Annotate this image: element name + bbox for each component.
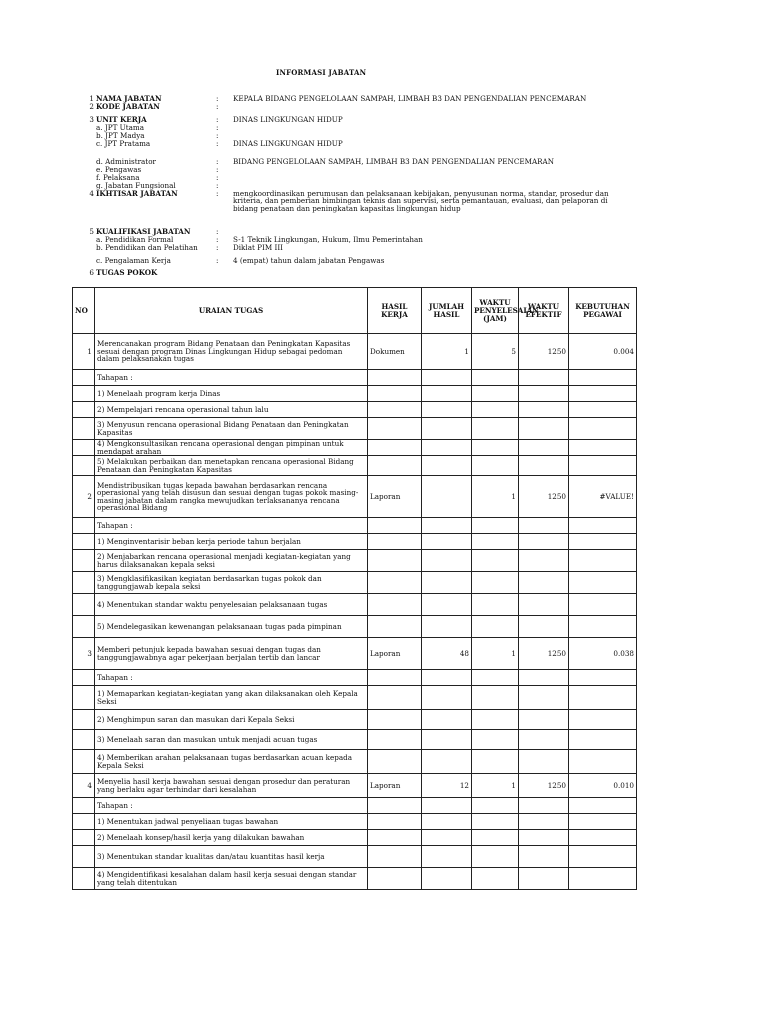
empty-cell (368, 386, 422, 402)
tahapan-label: Tahapan : (95, 670, 368, 686)
empty-cell (569, 730, 637, 750)
info-value: BIDANG PENGELOLAAN SAMPAH, LIMBAH B3 DAN PENGENDALIAN PENCEMARAN (233, 157, 555, 166)
empty-cell (73, 616, 95, 638)
info-colon: : (216, 256, 219, 265)
empty-cell (569, 440, 637, 456)
empty-cell (73, 534, 95, 550)
empty-cell (569, 386, 637, 402)
info-value: DINAS LINGKUNGAN HIDUP (233, 139, 343, 148)
waktu-penyelesaian-cell: 1 (472, 476, 519, 518)
step-description: 3) Menentukan standar kualitas dan/atau kuantitas hasil kerja (95, 846, 368, 868)
info-label: g. Jabatan Fungsional (96, 181, 176, 190)
task-description: Menyelia hasil kerja bawahan sesuai dengan prosedur dan peraturan yang berlaku agar terhindar dari kesalahan (95, 774, 368, 798)
empty-cell (73, 830, 95, 846)
empty-cell (519, 370, 569, 386)
empty-cell (73, 386, 95, 402)
empty-cell (569, 456, 637, 476)
info-colon: : (216, 173, 219, 182)
empty-cell (519, 686, 569, 710)
step-description: 5) Melakukan perbaikan dan menetapkan rencana operasional Bidang Penataan dan Peningkatan Kapasitas (95, 456, 368, 476)
empty-cell (368, 846, 422, 868)
info-colon: : (216, 94, 219, 103)
step-row (73, 814, 637, 830)
empty-cell (569, 798, 637, 814)
empty-cell (569, 572, 637, 594)
step-description: 4) Mengidentifikasi kesalahan dalam hasil kerja sesuai dengan standar yang telah ditentukan (95, 868, 368, 890)
empty-cell (569, 868, 637, 890)
step-row (73, 868, 637, 890)
empty-cell (472, 670, 519, 686)
step-row (73, 846, 637, 868)
info-colon: : (216, 181, 219, 190)
empty-cell (472, 370, 519, 386)
waktu-penyelesaian-cell: 5 (472, 334, 519, 370)
empty-cell (569, 846, 637, 868)
empty-cell (73, 370, 95, 386)
info-label: KUALIFIKASI JABATAN (96, 227, 191, 236)
table-header-row (73, 288, 637, 334)
empty-cell (368, 594, 422, 616)
info-label: b. Pendidikan dan Pelatihan (96, 243, 198, 252)
empty-cell (368, 518, 422, 534)
empty-cell (422, 798, 472, 814)
task-row (73, 334, 637, 370)
empty-cell (368, 710, 422, 730)
jumlah-hasil-cell: 12 (422, 774, 472, 798)
header-kebutuhan-pegawai: KEBUTUHAN PEGAWAI (569, 288, 637, 334)
empty-cell (368, 686, 422, 710)
empty-cell (519, 730, 569, 750)
step-description: 5) Mendelegasikan kewenangan pelaksanaan tugas pada pimpinan (95, 616, 368, 638)
empty-cell (472, 418, 519, 440)
empty-cell (422, 868, 472, 890)
empty-cell (73, 572, 95, 594)
task-row (73, 774, 637, 798)
empty-cell (519, 814, 569, 830)
jumlah-hasil-cell: 1 (422, 334, 472, 370)
empty-cell (368, 534, 422, 550)
step-description: 2) Menjabarkan rencana operasional menjadi kegiatan-kegiatan yang harus dilaksanakan kepala seksi (95, 550, 368, 572)
step-row (73, 686, 637, 710)
empty-cell (569, 710, 637, 730)
empty-cell (472, 750, 519, 774)
kebutuhan-pegawai-cell: #VALUE! (569, 476, 637, 518)
header-no: NO (73, 288, 95, 334)
info-number: 3 (89, 115, 94, 124)
empty-cell (368, 670, 422, 686)
step-row (73, 710, 637, 730)
tahapan-label: Tahapan : (95, 370, 368, 386)
empty-cell (472, 686, 519, 710)
empty-cell (368, 830, 422, 846)
info-value: 4 (empat) tahun dalam jabatan Pengawas (233, 256, 385, 265)
info-colon: : (216, 102, 219, 111)
empty-cell (519, 846, 569, 868)
tahapan-row (73, 798, 637, 814)
waktu-efektif-cell: 1250 (519, 334, 569, 370)
task-number: 4 (73, 774, 95, 798)
empty-cell (569, 686, 637, 710)
empty-cell (422, 730, 472, 750)
step-description: 4) Menentukan standar waktu penyelesaian pelaksanaan tugas (95, 594, 368, 616)
empty-cell (368, 730, 422, 750)
step-description: 2) Menelaah konsep/hasil kerja yang dilakukan bawahan (95, 830, 368, 846)
info-number: 1 (89, 94, 94, 103)
empty-cell (368, 616, 422, 638)
task-number: 3 (73, 638, 95, 670)
info-value: KEPALA BIDANG PENGELOLAAN SAMPAH, LIMBAH B3 DAN PENGENDALIAN PENCEMARAN (233, 94, 587, 103)
empty-cell (519, 440, 569, 456)
info-colon: : (216, 115, 219, 124)
step-row (73, 730, 637, 750)
empty-cell (368, 550, 422, 572)
empty-cell (73, 814, 95, 830)
step-row (73, 616, 637, 638)
tahapan-row (73, 518, 637, 534)
step-row (73, 456, 637, 476)
step-row (73, 386, 637, 402)
empty-cell (73, 670, 95, 686)
info-colon: : (216, 227, 219, 236)
empty-cell (73, 418, 95, 440)
step-row (73, 440, 637, 456)
task-description: Mendistribusikan tugas kepada bawahan berdasarkan rencana operasional yang telah disusun dan sesuai dengan tugas pokok masing-masing jabatan dalam rangka mewujudkan terlaksananya rencana operasional Bidang (95, 476, 368, 518)
empty-cell (569, 830, 637, 846)
step-description: 4) Memberikan arahan pelaksanaan tugas berdasarkan acuan kepada Kepala Seksi (95, 750, 368, 774)
empty-cell (569, 418, 637, 440)
empty-cell (472, 616, 519, 638)
empty-cell (519, 710, 569, 730)
empty-cell (472, 868, 519, 890)
empty-cell (73, 550, 95, 572)
info-label: TUGAS POKOK (96, 268, 158, 277)
empty-cell (422, 846, 472, 868)
info-label: UNIT KERJA (96, 115, 147, 124)
info-label: IKHTISAR JABATAN (96, 189, 178, 198)
step-description: 1) Menginventarisir beban kerja periode tahun berjalan (95, 534, 368, 550)
empty-cell (519, 456, 569, 476)
empty-cell (422, 710, 472, 730)
empty-cell (519, 386, 569, 402)
empty-cell (422, 418, 472, 440)
empty-cell (472, 830, 519, 846)
waktu-penyelesaian-cell: 1 (472, 638, 519, 670)
empty-cell (73, 518, 95, 534)
empty-cell (368, 750, 422, 774)
empty-cell (472, 572, 519, 594)
empty-cell (569, 670, 637, 686)
info-number: 2 (89, 102, 94, 111)
empty-cell (519, 616, 569, 638)
step-description: 1) Menelaah program kerja Dinas (95, 386, 368, 402)
empty-cell (422, 534, 472, 550)
step-row (73, 402, 637, 418)
empty-cell (519, 594, 569, 616)
empty-cell (368, 572, 422, 594)
empty-cell (472, 710, 519, 730)
step-description: 2) Menghimpun saran dan masukan dari Kepala Seksi (95, 710, 368, 730)
empty-cell (422, 814, 472, 830)
empty-cell (422, 670, 472, 686)
step-row (73, 572, 637, 594)
tahapan-label: Tahapan : (95, 798, 368, 814)
empty-cell (368, 418, 422, 440)
info-number: 4 (89, 189, 94, 198)
info-label: c. Pengalaman Kerja (96, 256, 171, 265)
document-title: INFORMASI JABATAN (276, 68, 367, 77)
kebutuhan-pegawai-cell: 0.038 (569, 638, 637, 670)
empty-cell (73, 594, 95, 616)
empty-cell (519, 418, 569, 440)
empty-cell (569, 370, 637, 386)
task-number: 1 (73, 334, 95, 370)
empty-cell (519, 750, 569, 774)
empty-cell (368, 868, 422, 890)
step-row (73, 534, 637, 550)
empty-cell (422, 518, 472, 534)
tahapan-label: Tahapan : (95, 518, 368, 534)
empty-cell (519, 518, 569, 534)
step-description: 2) Mempelajari rencana operasional tahun lalu (95, 402, 368, 418)
empty-cell (73, 402, 95, 418)
waktu-efektif-cell: 1250 (519, 774, 569, 798)
info-label: a. JPT Utama (96, 123, 144, 132)
empty-cell (422, 370, 472, 386)
step-row (73, 594, 637, 616)
empty-cell (569, 518, 637, 534)
info-label: e. Pengawas (96, 165, 142, 174)
empty-cell (569, 402, 637, 418)
empty-cell (472, 534, 519, 550)
header-waktu-efektif: WAKTU EFEKTIF (519, 288, 569, 334)
empty-cell (422, 750, 472, 774)
info-number: 6 (89, 268, 94, 277)
waktu-efektif-cell: 1250 (519, 638, 569, 670)
step-row (73, 750, 637, 774)
step-description: 3) Menyusun rencana operasional Bidang Penataan dan Peningkatan Kapasitas (95, 418, 368, 440)
info-label: d. Administrator (96, 157, 156, 166)
tahapan-row (73, 370, 637, 386)
hasil-kerja-cell: Laporan (368, 774, 422, 798)
empty-cell (472, 730, 519, 750)
empty-cell (472, 594, 519, 616)
empty-cell (472, 814, 519, 830)
empty-cell (73, 440, 95, 456)
step-description: 1) Memaparkan kegiatan-kegiatan yang akan dilaksanakan oleh Kepala Seksi (95, 686, 368, 710)
empty-cell (422, 686, 472, 710)
ikhtisar-description: mengkoordinasikan perumusan dan pelaksanaan kebijakan, penyusunan norma, standar, prosedur dan kriteria, dan pemberian bimbingan teknis dan supervisi, serta pemantauan, evaluasi, dan pelaporan di bidang penataan dan peningkatan kapasitas lingkungan hidup (233, 189, 609, 213)
info-label: NAMA JABATAN (96, 94, 162, 103)
task-description: Memberi petunjuk kepada bawahan sesuai dengan tugas dan tanggungjawabnya agar pekerjaan berjalan tertib dan lancar (95, 638, 368, 670)
empty-cell (368, 440, 422, 456)
header-jumlah-hasil: JUMLAH HASIL (422, 288, 472, 334)
empty-cell (422, 440, 472, 456)
waktu-penyelesaian-cell: 1 (472, 774, 519, 798)
hasil-kerja-cell: Laporan (368, 476, 422, 518)
step-description: 1) Menentukan jadwal penyeliaan tugas bawahan (95, 814, 368, 830)
info-colon: : (216, 243, 219, 252)
empty-cell (519, 798, 569, 814)
step-description: 3) Mengklasifikasikan kegiatan berdasarkan tugas pokok dan tanggungjawab kepala seksi (95, 572, 368, 594)
info-colon: : (216, 165, 219, 174)
empty-cell (472, 402, 519, 418)
empty-cell (73, 798, 95, 814)
header-uraian-tugas: URAIAN TUGAS (95, 288, 368, 334)
task-number: 2 (73, 476, 95, 518)
empty-cell (422, 594, 472, 616)
empty-cell (472, 386, 519, 402)
empty-cell (422, 456, 472, 476)
empty-cell (73, 750, 95, 774)
empty-cell (422, 550, 472, 572)
empty-cell (569, 550, 637, 572)
empty-cell (472, 798, 519, 814)
kebutuhan-pegawai-cell: 0.010 (569, 774, 637, 798)
info-colon: : (216, 189, 219, 198)
empty-cell (569, 750, 637, 774)
empty-cell (73, 846, 95, 868)
empty-cell (422, 830, 472, 846)
empty-cell (519, 402, 569, 418)
step-description: 4) Mengkonsultasikan rencana operasional dengan pimpinan untuk mendapat arahan (95, 440, 368, 456)
tahapan-row (73, 670, 637, 686)
info-label: c. JPT Pratama (96, 139, 151, 148)
hasil-kerja-cell: Dokumen (368, 334, 422, 370)
info-label: b. JPT Madya (96, 131, 145, 140)
empty-cell (422, 402, 472, 418)
empty-cell (519, 868, 569, 890)
step-row (73, 830, 637, 846)
info-colon: : (216, 235, 219, 244)
empty-cell (519, 572, 569, 594)
empty-cell (472, 518, 519, 534)
empty-cell (368, 814, 422, 830)
empty-cell (472, 440, 519, 456)
empty-cell (73, 730, 95, 750)
empty-cell (519, 550, 569, 572)
empty-cell (73, 868, 95, 890)
task-description: Merencanakan program Bidang Penataan dan Peningkatan Kapasitas sesuai dengan program Dinas Lingkungan Hidup sebagai pedoman dalam pelaksanakan tugas (95, 334, 368, 370)
info-label: a. Pendidikan Formal (96, 235, 174, 244)
empty-cell (73, 456, 95, 476)
empty-cell (569, 616, 637, 638)
empty-cell (422, 386, 472, 402)
task-row (73, 638, 637, 670)
info-value: S-1 Teknik Lingkungan, Hukum, Ilmu Pemerintahan (233, 235, 423, 244)
empty-cell (422, 572, 472, 594)
step-row (73, 550, 637, 572)
empty-cell (472, 456, 519, 476)
empty-cell (73, 686, 95, 710)
step-description: 3) Menelaah saran dan masukan untuk menjadi acuan tugas (95, 730, 368, 750)
step-row (73, 418, 637, 440)
waktu-efektif-cell: 1250 (519, 476, 569, 518)
empty-cell (519, 534, 569, 550)
info-value: DINAS LINGKUNGAN HIDUP (233, 115, 343, 124)
empty-cell (472, 846, 519, 868)
hasil-kerja-cell: Laporan (368, 638, 422, 670)
header-hasil-kerja: HASIL KERJA (368, 288, 422, 334)
empty-cell (368, 798, 422, 814)
info-colon: : (216, 123, 219, 132)
empty-cell (472, 550, 519, 572)
empty-cell (368, 370, 422, 386)
info-colon: : (216, 131, 219, 140)
info-label: KODE JABATAN (96, 102, 160, 111)
empty-cell (368, 402, 422, 418)
empty-cell (519, 670, 569, 686)
tugas-pokok-table (72, 287, 637, 890)
info-colon: : (216, 139, 219, 148)
jumlah-hasil-cell (422, 476, 472, 518)
kebutuhan-pegawai-cell: 0.004 (569, 334, 637, 370)
empty-cell (569, 814, 637, 830)
header-waktu-penyelesaian: WAKTU PENYELESAIAN (JAM) (472, 288, 519, 334)
task-row (73, 476, 637, 518)
info-number: 5 (89, 227, 94, 236)
empty-cell (569, 534, 637, 550)
empty-cell (368, 456, 422, 476)
empty-cell (73, 710, 95, 730)
jumlah-hasil-cell: 48 (422, 638, 472, 670)
empty-cell (422, 616, 472, 638)
empty-cell (569, 594, 637, 616)
info-colon: : (216, 157, 219, 166)
empty-cell (519, 830, 569, 846)
info-value: Diklat PIM III (233, 243, 284, 252)
info-label: f. Pelaksana (96, 173, 140, 182)
